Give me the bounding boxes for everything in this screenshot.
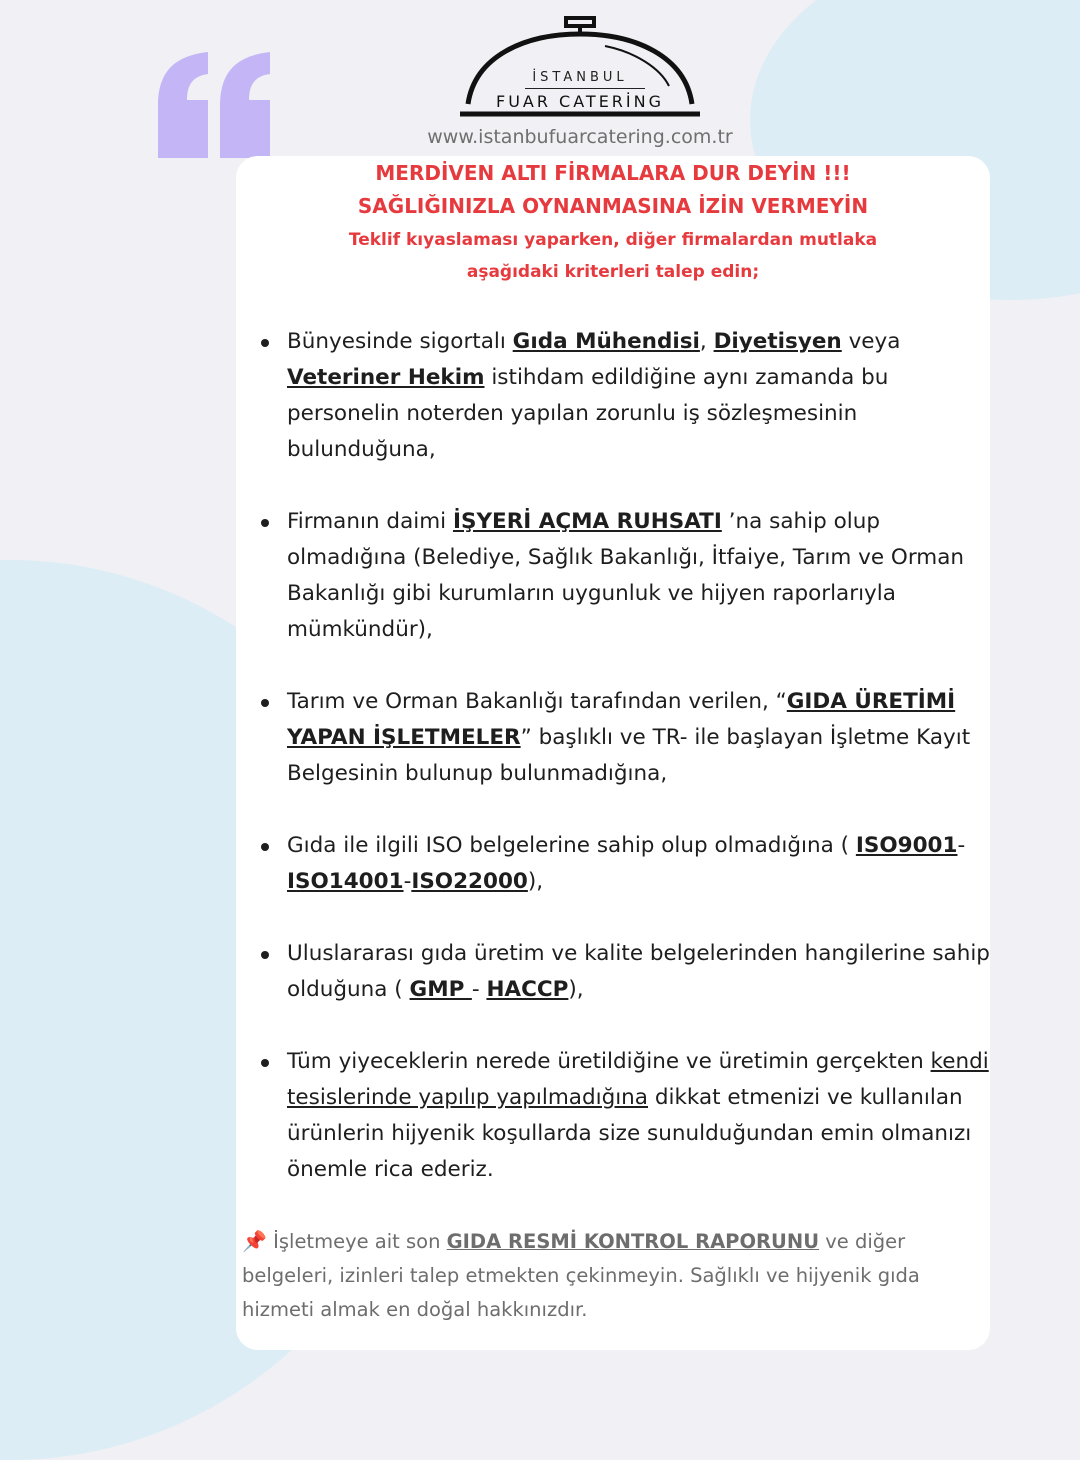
- criteria-list: [258, 324, 998, 1224]
- logo-text-istanbul: İSTANBUL: [532, 70, 628, 85]
- website-url[interactable]: www.istanbufuarcatering.com.tr: [427, 126, 733, 148]
- headline: [236, 156, 990, 288]
- logo-divider: [525, 88, 645, 89]
- list-item: Tüm yiyeceklerin nerede üretildiğine ve üretimin gerçekten kendi tesislerinde yapılıp yapılmadığına dikkat etmenizi ve kullanılan ürünlerin hijyenik koşullarda size sunulduğundan emin olmanızı önemle rica ederiz.: [258, 1044, 998, 1188]
- brand-logo: [455, 16, 705, 120]
- list-item: Uluslararası gıda üretim ve kalite belgelerinden hangilerine sahip olduğuna ( GMP - HACCP),: [258, 936, 998, 1008]
- quote-mark-icon: [158, 52, 273, 158]
- headline-subtitle-line-1: Teklif kıyaslaması yaparken, diğer firmalardan mutlaka: [348, 230, 878, 250]
- headline-line-1: MERDİVEN ALTI FİRMALARA DUR DEYİN !!!: [375, 161, 851, 185]
- footer-note: 📌 İşletmeye ait son GIDA RESMİ KONTROL RAPORUNU ve diğer belgeleri, izinleri talep etmekten çekinmeyin. Sağlıklı ve hijyenik gıda hizmeti almak en doğal hakkınızdır.: [242, 1229, 920, 1321]
- list-item: Bünyesinde sigortalı Gıda Mühendisi, Diyetisyen veya Veteriner Hekim istihdam edildiğine aynı zamanda bu personelin noterden yapılan zorunlu iş sözleşmesinin bulunduğuna,: [258, 324, 998, 468]
- list-item: Gıda ile ilgili ISO belgelerine sahip olup olmadığına ( ISO9001-ISO14001-ISO22000),: [258, 828, 998, 900]
- headline-line-2: SAĞLIĞINIZLA OYNANMASINA İZİN VERMEYİN: [357, 194, 869, 218]
- pushpin-icon: 📌: [242, 1229, 267, 1253]
- headline-subtitle: [236, 224, 990, 288]
- logo-text-fuar-catering: FUAR CATERİNG: [495, 92, 665, 111]
- headline-subtitle-line-2: aşağıdaki kriterleri talep edin;: [466, 262, 760, 282]
- list-item: Firmanın daimi İŞYERİ AÇMA RUHSATI ’na sahip olup olmadığına (Belediye, Sağlık Bakanlığı, İtfaiye, Tarım ve Orman Bakanlığı gibi kurumların uygunluk ve hijyen raporlarıyla mümkündür),: [258, 504, 998, 648]
- list-item: Tarım ve Orman Bakanlığı tarafından verilen, “GIDA ÜRETİMİ YAPAN İŞLETMELER” başlıklı ve TR- ile başlayan İşletme Kayıt Belgesinin bulunup bulunmadığına,: [258, 684, 998, 792]
